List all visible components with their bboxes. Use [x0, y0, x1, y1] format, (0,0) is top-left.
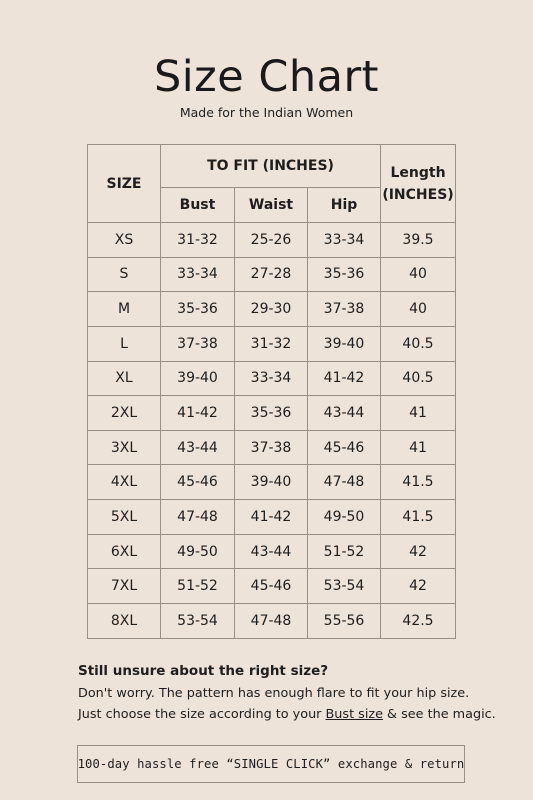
table-cell: 25-26 [235, 223, 308, 258]
help-line-1: Don't worry. The pattern has enough flare to fit your hip size. [78, 685, 470, 701]
table-cell: 47-48 [161, 500, 235, 535]
table-cell: 51-52 [308, 534, 381, 569]
table-cell: 40.5 [381, 326, 456, 361]
bust-header: Bust [161, 188, 235, 223]
table-cell: 43-44 [235, 534, 308, 569]
table-cell: 39-40 [161, 361, 235, 396]
table-row [88, 465, 456, 500]
table-cell: 53-54 [161, 604, 235, 639]
size-rows [88, 223, 456, 639]
table-cell: 41-42 [308, 361, 381, 396]
to-fit-header: TO FIT (INCHES) [161, 145, 381, 188]
table-cell: 31-32 [235, 326, 308, 361]
hip-header: Hip [308, 188, 381, 223]
table-cell: S [88, 257, 161, 292]
table-cell: 40 [381, 257, 456, 292]
table-cell: 55-56 [308, 604, 381, 639]
table-cell: 27-28 [235, 257, 308, 292]
table-cell: 37-38 [308, 292, 381, 327]
waist-header: Waist [235, 188, 308, 223]
table-cell: 39-40 [235, 465, 308, 500]
table-cell: 42.5 [381, 604, 456, 639]
table-row [88, 361, 456, 396]
size-chart-table [87, 144, 456, 639]
table-cell: 3XL [88, 430, 161, 465]
table-cell: 43-44 [161, 430, 235, 465]
size-header: SIZE [88, 145, 161, 223]
table-cell: XS [88, 223, 161, 258]
table-cell: 35-36 [235, 396, 308, 431]
exchange-policy-box [77, 745, 465, 783]
table-row [88, 223, 456, 258]
exchange-policy-text: 100-day hassle free “SINGLE CLICK” exchange & return [77, 757, 465, 771]
page-title: Size Chart [153, 52, 380, 102]
table-cell: 45-46 [161, 465, 235, 500]
table-row [88, 257, 456, 292]
table-cell: 45-46 [235, 569, 308, 604]
table-cell: 41 [381, 430, 456, 465]
table-cell: 33-34 [161, 257, 235, 292]
table-cell: 39.5 [381, 223, 456, 258]
table-cell: 41 [381, 396, 456, 431]
table-cell: 42 [381, 569, 456, 604]
table-cell: 41-42 [235, 500, 308, 535]
table-cell: 37-38 [161, 326, 235, 361]
table-cell: 40 [381, 292, 456, 327]
table-cell: 37-38 [235, 430, 308, 465]
table-row [88, 292, 456, 327]
table-cell: 31-32 [161, 223, 235, 258]
table-cell: L [88, 326, 161, 361]
page-subtitle: Made for the Indian Women [179, 105, 354, 120]
table-cell: XL [88, 361, 161, 396]
table-cell: 6XL [88, 534, 161, 569]
length-header: Length (INCHES) [381, 145, 456, 223]
table-cell: 2XL [88, 396, 161, 431]
table-cell: 47-48 [235, 604, 308, 639]
help-line-2-post: & see the magic. [382, 707, 496, 722]
table-cell: 41-42 [161, 396, 235, 431]
table-cell: 29-30 [235, 292, 308, 327]
table-cell: 35-36 [161, 292, 235, 327]
table-cell: 5XL [88, 500, 161, 535]
table-cell: 40.5 [381, 361, 456, 396]
table-cell: 49-50 [308, 500, 381, 535]
bust-size-link[interactable]: Bust size [325, 707, 383, 722]
table-cell: 7XL [88, 569, 161, 604]
table-cell: 41.5 [381, 465, 456, 500]
table-cell: 35-36 [308, 257, 381, 292]
table-row [88, 326, 456, 361]
table-cell: 43-44 [308, 396, 381, 431]
size-help-note [78, 661, 518, 726]
help-question: Still unsure about the right size? [78, 663, 329, 679]
table-cell: 33-34 [235, 361, 308, 396]
table-cell: 33-34 [308, 223, 381, 258]
table-row [88, 569, 456, 604]
table-cell: 53-54 [308, 569, 381, 604]
table-cell: 47-48 [308, 465, 381, 500]
table-cell: 39-40 [308, 326, 381, 361]
table-cell: 51-52 [161, 569, 235, 604]
table-row [88, 500, 456, 535]
table-cell: 8XL [88, 604, 161, 639]
table-cell: 4XL [88, 465, 161, 500]
table-cell: 42 [381, 534, 456, 569]
table-cell: 45-46 [308, 430, 381, 465]
table-row [88, 604, 456, 639]
table-row [88, 534, 456, 569]
table-cell: 49-50 [161, 534, 235, 569]
help-line-2 [78, 704, 518, 726]
help-line-2-pre: Just choose the size according to your [78, 707, 326, 722]
table-row [88, 396, 456, 431]
table-cell: 41.5 [381, 500, 456, 535]
table-cell: M [88, 292, 161, 327]
table-row [88, 430, 456, 465]
